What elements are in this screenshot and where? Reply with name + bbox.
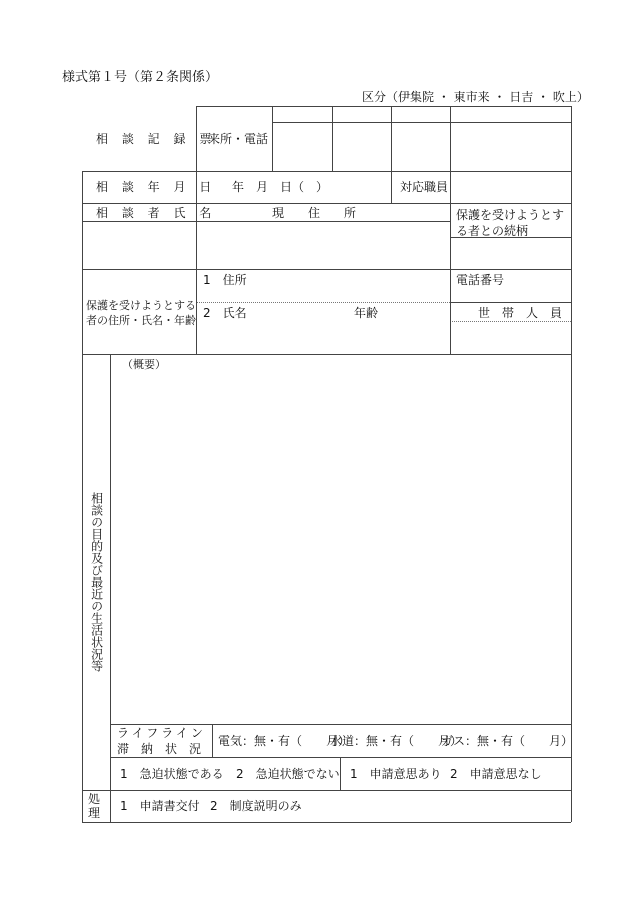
summary-label: （概要）	[122, 358, 166, 371]
intent-no-option[interactable]: 2 申請意思なし	[450, 767, 542, 781]
issue-application-option[interactable]: 1 申請書交付	[120, 799, 200, 813]
not-urgent-option[interactable]: 2 急迫状態でない	[236, 767, 340, 781]
protected-name-item: 2 氏名	[203, 306, 247, 320]
explain-only-option[interactable]: 2 制度説明のみ	[210, 799, 302, 813]
processing-label: 処理	[88, 792, 101, 820]
address-field[interactable]	[197, 222, 449, 268]
household-label: 世 帯 人 員	[478, 306, 563, 320]
relationship-label: 保護を受けようとする者との続柄	[456, 208, 565, 238]
lifeline-label-2: 滞 納 状 況	[117, 742, 202, 756]
age-label: 年齢	[354, 306, 379, 320]
gas-status[interactable]: ガス：無・有（ 月）	[441, 734, 574, 748]
record-title: 相 談 記 録 票	[96, 132, 217, 146]
visit-phone-label: 来所・電話	[208, 132, 269, 146]
consult-date-field[interactable]: 年 月 日（ ）	[232, 180, 329, 194]
household-field[interactable]	[451, 322, 570, 353]
electricity-status[interactable]: 電気：無・有（ 月）	[218, 734, 351, 748]
purpose-side-label: 相談の目的及び最近の生活状況等	[89, 492, 104, 672]
relationship-field[interactable]	[451, 238, 570, 268]
urgent-option[interactable]: 1 急迫状態である	[120, 767, 224, 781]
consultant-name-label: 相 談 者 氏 名	[96, 206, 217, 220]
consult-date-label: 相 談 年 月 日	[96, 180, 217, 194]
intent-yes-option[interactable]: 1 申請意思あり	[350, 767, 442, 781]
staff-label: 対応職員	[400, 180, 449, 194]
protected-address-item: 1 住所	[203, 273, 247, 287]
consultant-name-field[interactable]	[83, 222, 195, 268]
form-title: 様式第１号（第２条関係）	[62, 70, 219, 85]
water-status[interactable]: 水道：無・有（ 月）	[330, 734, 463, 748]
phone-label: 電話番号	[456, 273, 505, 287]
protected-person-label: 保護を受けようとする者の住所・氏名・年齢	[86, 299, 196, 327]
lifeline-label-1: ライフライン	[117, 726, 206, 740]
summary-text-area[interactable]	[111, 372, 570, 722]
address-label: 現 住 所	[272, 206, 357, 220]
category-selector: 区分（伊集院 ・ 東市来 ・ 日吉 ・ 吹上）	[362, 90, 589, 104]
staff-field[interactable]	[451, 172, 570, 202]
